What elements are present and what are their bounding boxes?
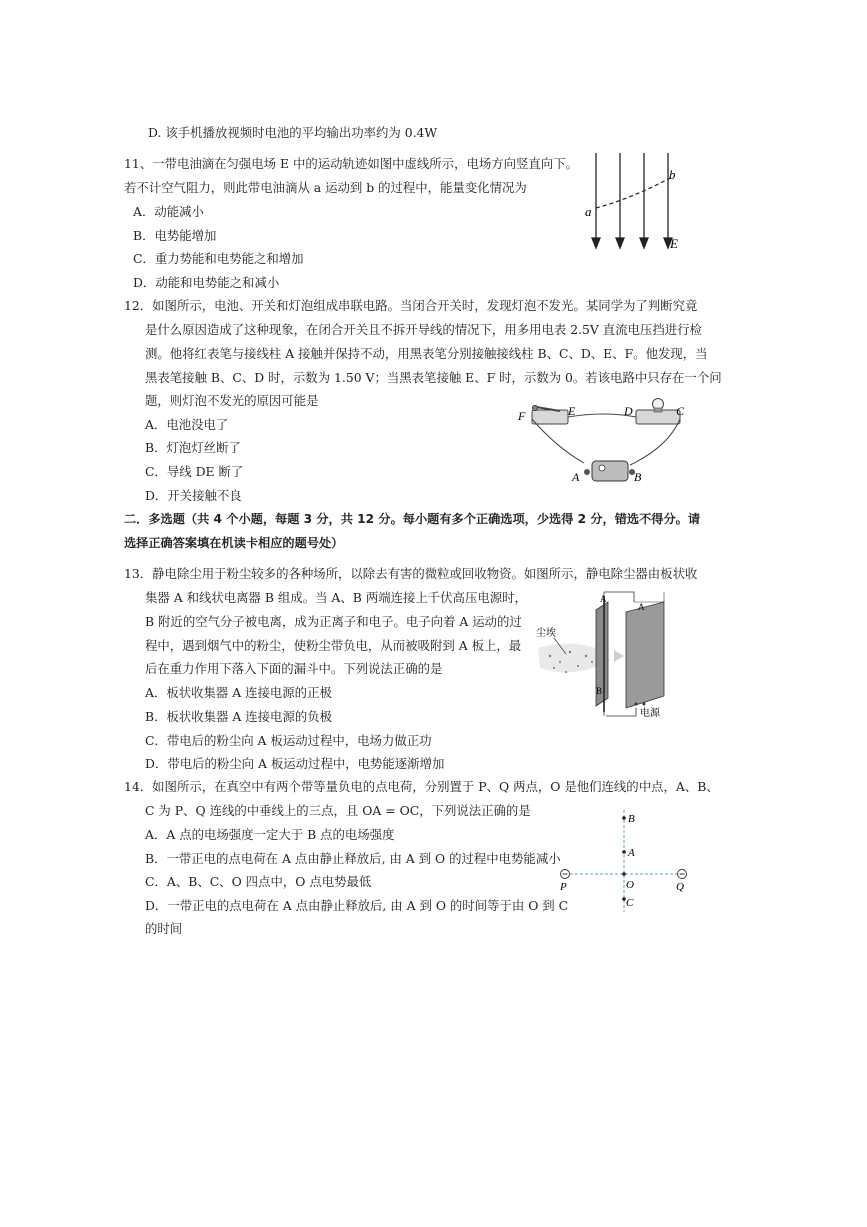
- power-terminal-1: [635, 703, 638, 706]
- q11-stem-2: 若不计空气阻力，则此带电油滴从 a 运动到 b 的过程中，能量变化情况为: [124, 180, 527, 195]
- trajectory-curve: [596, 177, 672, 208]
- q14-stem-2: C 为 P、Q 连线的中垂线上的三点，且 OA = OC，下列说法正确的是: [145, 803, 531, 818]
- switch-knob: [533, 406, 538, 411]
- section-2-heading-2: 选择正确答案填在机读卡相应的题号处）: [124, 536, 344, 550]
- q13-stem-5: 后在重力作用下落入下面的漏斗中。下列说法正确的是: [145, 661, 443, 676]
- q12-option-a: A．电池没电了: [145, 417, 229, 432]
- q12-option-b: B．灯泡灯丝断了: [145, 440, 241, 455]
- battery-plus-icon: [599, 465, 605, 471]
- label-a: a: [585, 204, 592, 219]
- q12-stem-4: 黑表笔接触 B、C、D 时，示数为 1.50 V；当黑表笔接触 E、F 时，示数为 0。若该电路中只存在一个问: [145, 370, 722, 385]
- q11-option-c: C．重力势能和电势能之和增加: [133, 251, 304, 266]
- power-label: 电源: [640, 708, 660, 719]
- q11-option-a: A．动能减小: [133, 204, 204, 219]
- q12-circuit-figure: [516, 397, 691, 489]
- point-a: [622, 850, 626, 854]
- label-E: E: [568, 404, 576, 418]
- field-arrow-3: [640, 238, 648, 248]
- label-Q: Q: [676, 881, 684, 893]
- q11-field-figure: [578, 150, 688, 256]
- terminal-a: [584, 469, 590, 475]
- label-B: B: [628, 813, 635, 825]
- q14-option-d-cont: 的时间: [145, 921, 183, 936]
- q14-option-d: D．一带正电的点电荷在 A 点由静止释放后, 由 A 到 O 的时间等于由 O 到 C: [145, 898, 569, 913]
- label-a-1: A: [600, 594, 607, 604]
- dust-label: 尘埃: [536, 628, 556, 639]
- q12-stem-3: 测。他将红表笔与接线柱 A 接触并保持不动，用黑表笔分别接触接线柱 B、C、D、E、F。他发现，当: [145, 346, 708, 361]
- battery: [592, 461, 628, 481]
- q13-option-b: B．板状收集器 A 连接电源的负极: [145, 709, 333, 724]
- q13-stem-1: 13．静电除尘用于粉尘较多的各种场所，以除去有害的微粒或回收物资。如图所示，静电除尘器由板状收: [124, 566, 698, 581]
- field-arrow-1: [592, 238, 600, 248]
- label-a-2: A: [638, 602, 645, 612]
- section-2-heading-1: 二．多选题（共 4 个小题，每题 3 分，共 12 分。每小题有多个正确选项，少选得 2 分，错选不得分。请: [124, 512, 701, 526]
- q14-option-a: A．A 点的电场强度一定大于 B 点的电场强度: [145, 827, 395, 842]
- label-C: C: [676, 404, 685, 418]
- label-A: A: [628, 847, 635, 859]
- q13-stem-3: B 附近的空气分子被电离，成为正离子和电子。电子向着 A 运动的过: [145, 614, 522, 629]
- label-P: P: [560, 881, 567, 893]
- label-A: A: [572, 470, 580, 484]
- label-C: C: [626, 897, 634, 909]
- lamp-socket: [654, 408, 662, 412]
- q14-stem-1: 14．如图所示，在真空中有两个带等量负电的点电荷，分别置于 P、Q 两点，O 是他们连线的中点，A、B、: [124, 779, 719, 794]
- q13-stem-2: 集器 A 和线状电离器 B 组成。当 A、B 两端连接上千伏高压电源时，: [145, 590, 527, 605]
- q11-option-b: B．电势能增加: [133, 228, 217, 243]
- q12-option-d: D．开关接触不良: [145, 488, 242, 503]
- q13-option-a: A．板状收集器 A 连接电源的正极: [145, 685, 332, 700]
- label-F: F: [518, 409, 526, 423]
- power-terminal-2: [643, 703, 646, 706]
- point-o: [622, 872, 626, 876]
- label-E: E: [670, 236, 678, 251]
- label-D: D: [624, 404, 633, 418]
- q12-stem-2: 是什么原因造成了这种现象，在闭合开关且不拆开导线的情况下，用多用电表 2.5V 直流电压挡进行检: [145, 322, 702, 337]
- q14-option-b: B．一带正电的点电荷在 A 点由静止释放后, 由 A 到 O 的过程中电势能减小: [145, 851, 561, 866]
- label-O: O: [626, 879, 634, 891]
- q13-precipitator-figure: [530, 588, 700, 723]
- q12-stem-5: 题，则灯泡不发光的原因可能是: [145, 393, 319, 408]
- label-b: B: [596, 686, 603, 696]
- point-b: [622, 816, 626, 820]
- q14-charges-figure: [556, 804, 696, 914]
- wire-top: [604, 592, 634, 602]
- plate-a-front: [626, 602, 664, 708]
- label-B: B: [634, 470, 642, 484]
- q14-option-c: C．A、B、C、O 四点中，O 点电势最低: [145, 874, 372, 889]
- q12-stem-1: 12．如图所示，电池、开关和灯泡组成串联电路。当闭合开关时，发现灯泡不发光。某同学为了判断究竟: [124, 298, 698, 313]
- q11-option-d: D．动能和电势能之和减小: [133, 275, 280, 290]
- q13-option-d: D．带电后的粉尘向 A 板运动过程中，电势能逐渐增加: [145, 756, 445, 771]
- wire-bottom: [606, 708, 636, 716]
- q10-option-d: D. 该手机播放视频时电池的平均输出功率约为 0.4W: [148, 125, 438, 140]
- field-arrow-2: [616, 238, 624, 248]
- label-b: b: [669, 167, 676, 182]
- switch-base: [532, 410, 568, 424]
- q11-stem-1: 11、一带电油滴在匀强电场 E 中的运动轨迹如图中虚线所示，电场方向竖直向下。: [124, 156, 578, 171]
- q13-option-c: C．带电后的粉尘向 A 板运动过程中，电场力做正功: [145, 733, 432, 748]
- wire-cb: [630, 419, 680, 465]
- q13-stem-4: 程中，遇到烟气中的粉尘，使粉尘带负电，从而被吸附到 A 板上，最: [145, 638, 522, 653]
- q12-option-c: C．导线 DE 断了: [145, 464, 244, 479]
- flow-arrow-icon: [614, 650, 624, 662]
- wire-fa: [532, 419, 584, 463]
